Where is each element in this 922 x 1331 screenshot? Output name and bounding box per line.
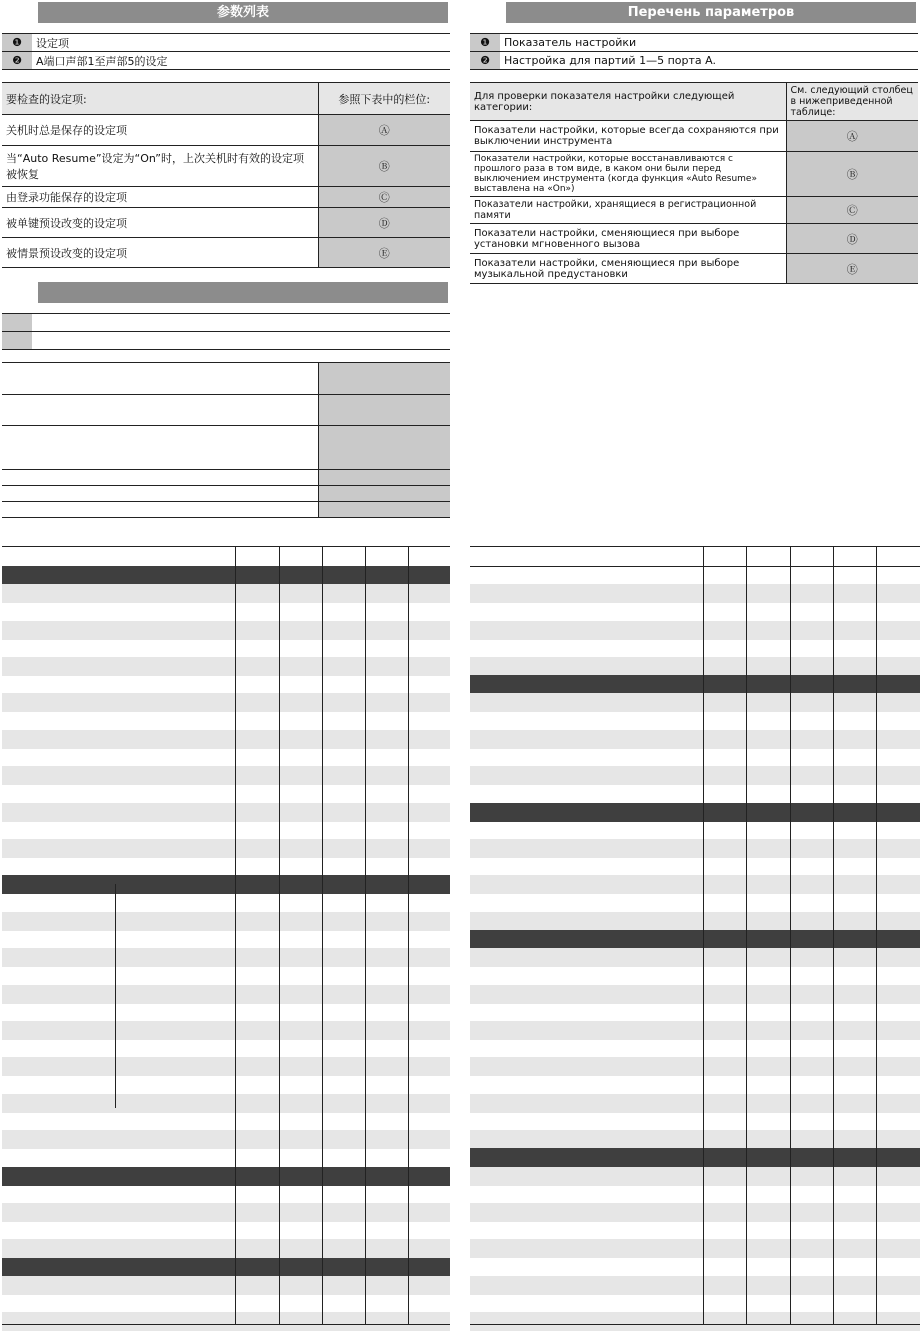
grid-row bbox=[2, 602, 450, 621]
grid-row bbox=[470, 1312, 920, 1331]
grid-section-row bbox=[470, 675, 920, 694]
grid-subgroup-line bbox=[115, 884, 116, 1108]
grid-row bbox=[470, 1112, 920, 1131]
blank-cell bbox=[2, 426, 318, 470]
legend-num: ❷ bbox=[470, 52, 500, 70]
grid-bottom-line bbox=[470, 1324, 920, 1325]
grid-row bbox=[2, 1221, 450, 1240]
legend-num-blank bbox=[2, 332, 32, 350]
grid-row bbox=[470, 784, 920, 803]
grid-row bbox=[2, 748, 450, 767]
grid-row bbox=[470, 712, 920, 731]
blank-cell bbox=[2, 363, 318, 395]
grid-top-line bbox=[2, 546, 450, 547]
grid-column-line bbox=[322, 546, 323, 1325]
grid-row bbox=[2, 1039, 450, 1058]
grid-row bbox=[470, 657, 920, 676]
grid-row bbox=[2, 839, 450, 858]
category-text: Показатели настройки, хранящиеся в регистрационной памяти bbox=[470, 197, 786, 224]
grid-row bbox=[2, 1021, 450, 1040]
zh-title: 参数列表 bbox=[38, 2, 448, 23]
blank-cell bbox=[2, 502, 318, 518]
grid-row bbox=[470, 1003, 920, 1022]
grid-row bbox=[470, 621, 920, 640]
grid-row bbox=[2, 1239, 450, 1258]
category-mark: Ⓐ bbox=[318, 115, 450, 146]
grid-row bbox=[470, 748, 920, 767]
legend-text-blank bbox=[32, 314, 450, 332]
grid-row bbox=[470, 766, 920, 785]
grid-row bbox=[2, 730, 450, 749]
grid-column-line bbox=[235, 546, 236, 1325]
grid-row bbox=[2, 803, 450, 822]
grid-row bbox=[2, 657, 450, 676]
zh-category-table bbox=[2, 82, 450, 268]
category-text: 被情景预设改变的设定项 bbox=[2, 238, 318, 268]
grid-row bbox=[470, 639, 920, 658]
grid-column-line bbox=[876, 546, 877, 1325]
legend-num: ❶ bbox=[2, 34, 32, 52]
zh-blank-category-table bbox=[2, 362, 450, 518]
grid-row bbox=[2, 948, 450, 967]
category-mark: Ⓔ bbox=[786, 254, 918, 284]
grid-row bbox=[470, 821, 920, 840]
legend-text: A端口声部1至声部5的设定 bbox=[32, 52, 450, 70]
category-header-left: Для проверки показателя настройки следующей категории: bbox=[470, 83, 786, 121]
blank-cell bbox=[2, 395, 318, 426]
grid-row bbox=[470, 875, 920, 894]
grid-row bbox=[2, 766, 450, 785]
grid-row bbox=[2, 857, 450, 876]
grid-row bbox=[470, 1258, 920, 1277]
zh-blank-title-bar bbox=[38, 282, 448, 303]
grid-row bbox=[2, 1130, 450, 1149]
category-text: Показатели настройки, которые всегда сохраняются при выключении инструмента bbox=[470, 121, 786, 152]
ru-parameter-grid bbox=[470, 546, 920, 1325]
grid-row bbox=[2, 985, 450, 1004]
grid-row bbox=[2, 1057, 450, 1076]
grid-column-line bbox=[279, 546, 280, 1325]
grid-row bbox=[2, 1185, 450, 1204]
grid-row bbox=[470, 1167, 920, 1186]
grid-section-row bbox=[2, 875, 450, 894]
grid-row bbox=[2, 584, 450, 603]
grid-row bbox=[470, 1203, 920, 1222]
category-mark: Ⓑ bbox=[786, 152, 918, 197]
grid-row bbox=[470, 1076, 920, 1095]
category-text: 当“Auto Resume”设定为“On”时，上次关机时有效的设定项被恢复 bbox=[2, 146, 318, 187]
grid-row bbox=[2, 966, 450, 985]
grid-section-row bbox=[470, 803, 920, 822]
category-mark: Ⓑ bbox=[318, 146, 450, 187]
zh-blank-legend bbox=[2, 313, 450, 350]
grid-row bbox=[2, 675, 450, 694]
legend-text-blank bbox=[32, 332, 450, 350]
legend-num: ❷ bbox=[2, 52, 32, 70]
category-mark: Ⓔ bbox=[318, 238, 450, 268]
grid-column-line bbox=[746, 546, 747, 1325]
grid-row bbox=[470, 602, 920, 621]
grid-bottom-line bbox=[2, 1324, 450, 1325]
grid-column-line bbox=[365, 546, 366, 1325]
grid-section-row bbox=[2, 1167, 450, 1186]
grid-section-row bbox=[470, 930, 920, 949]
grid-row bbox=[470, 839, 920, 858]
grid-row bbox=[2, 1276, 450, 1295]
blank-cell bbox=[2, 470, 318, 486]
category-mark: Ⓒ bbox=[318, 187, 450, 208]
grid-row bbox=[470, 1221, 920, 1240]
grid-row bbox=[2, 693, 450, 712]
blank-mark bbox=[318, 395, 450, 426]
grid-row bbox=[470, 912, 920, 931]
grid-row bbox=[2, 894, 450, 913]
grid-row bbox=[470, 1185, 920, 1204]
blank-mark bbox=[318, 486, 450, 502]
category-mark: Ⓐ bbox=[786, 121, 918, 152]
grid-row bbox=[470, 584, 920, 603]
grid-section-row bbox=[470, 1148, 920, 1167]
grid-section-row bbox=[2, 566, 450, 585]
category-text: 关机时总是保存的设定项 bbox=[2, 115, 318, 146]
grid-row bbox=[470, 1130, 920, 1149]
legend-text: Настройка для партий 1—5 порта A. bbox=[500, 52, 918, 70]
grid-row bbox=[2, 1294, 450, 1313]
ru-legend bbox=[470, 33, 918, 70]
grid-column-line bbox=[408, 546, 409, 1325]
grid-section-row bbox=[2, 1258, 450, 1277]
blank-mark bbox=[318, 502, 450, 518]
grid-row bbox=[2, 821, 450, 840]
category-text: Показатели настройки, которые восстанавливаются с прошлого раза в том виде, в каком они были перед выключением инструмента (когда функция «Auto Resume» выставлена на «On») bbox=[470, 152, 786, 197]
blank-mark bbox=[318, 470, 450, 486]
category-header-right: См. следующий столбец в нижеприведенной таблице: bbox=[786, 83, 918, 121]
grid-column-line bbox=[790, 546, 791, 1325]
legend-num-blank bbox=[2, 314, 32, 332]
grid-column-line bbox=[703, 546, 704, 1325]
zh-parameter-grid bbox=[2, 546, 450, 1325]
legend-num: ❶ bbox=[470, 34, 500, 52]
grid-row bbox=[470, 894, 920, 913]
grid-row bbox=[470, 966, 920, 985]
category-text: 被单键预设改变的设定项 bbox=[2, 208, 318, 238]
grid-row bbox=[2, 930, 450, 949]
grid-row bbox=[470, 1276, 920, 1295]
grid-row bbox=[470, 1039, 920, 1058]
category-text: Показатели настройки, сменяющиеся при выборе установки мгновенного вызова bbox=[470, 224, 786, 254]
category-text: Показатели настройки, сменяющиеся при выборе музыкальной предустановки bbox=[470, 254, 786, 284]
grid-top-line bbox=[470, 546, 920, 547]
category-mark: Ⓓ bbox=[786, 224, 918, 254]
category-text: 由登录功能保存的设定项 bbox=[2, 187, 318, 208]
zh-legend bbox=[2, 33, 450, 70]
grid-row bbox=[2, 912, 450, 931]
grid-row bbox=[470, 1294, 920, 1313]
grid-row bbox=[470, 693, 920, 712]
grid-row bbox=[470, 1094, 920, 1113]
blank-mark bbox=[318, 426, 450, 470]
grid-row bbox=[2, 1112, 450, 1131]
blank-mark bbox=[318, 363, 450, 395]
grid-row bbox=[2, 1203, 450, 1222]
ru-title: Перечень параметров bbox=[506, 2, 916, 23]
legend-text: 设定项 bbox=[32, 34, 450, 52]
grid-row bbox=[470, 948, 920, 967]
grid-row bbox=[2, 1148, 450, 1167]
ru-category-table bbox=[470, 82, 918, 284]
grid-column-line bbox=[833, 546, 834, 1325]
grid-row bbox=[2, 621, 450, 640]
grid-row bbox=[470, 985, 920, 1004]
grid-row bbox=[470, 1021, 920, 1040]
grid-row bbox=[2, 639, 450, 658]
category-mark: Ⓓ bbox=[318, 208, 450, 238]
grid-row bbox=[470, 1057, 920, 1076]
grid-row bbox=[2, 1094, 450, 1113]
category-header-left: 要检查的设定项: bbox=[2, 83, 318, 115]
grid-row bbox=[2, 1076, 450, 1095]
grid-row bbox=[470, 730, 920, 749]
grid-row bbox=[470, 566, 920, 585]
category-header-right: 参照下表中的栏位: bbox=[318, 83, 450, 115]
category-mark: Ⓒ bbox=[786, 197, 918, 224]
grid-row bbox=[2, 1312, 450, 1331]
legend-text: Показатель настройки bbox=[500, 34, 918, 52]
grid-row bbox=[470, 1239, 920, 1258]
grid-row bbox=[470, 857, 920, 876]
grid-row bbox=[2, 784, 450, 803]
grid-row bbox=[2, 712, 450, 731]
blank-cell bbox=[2, 486, 318, 502]
grid-row bbox=[2, 1003, 450, 1022]
